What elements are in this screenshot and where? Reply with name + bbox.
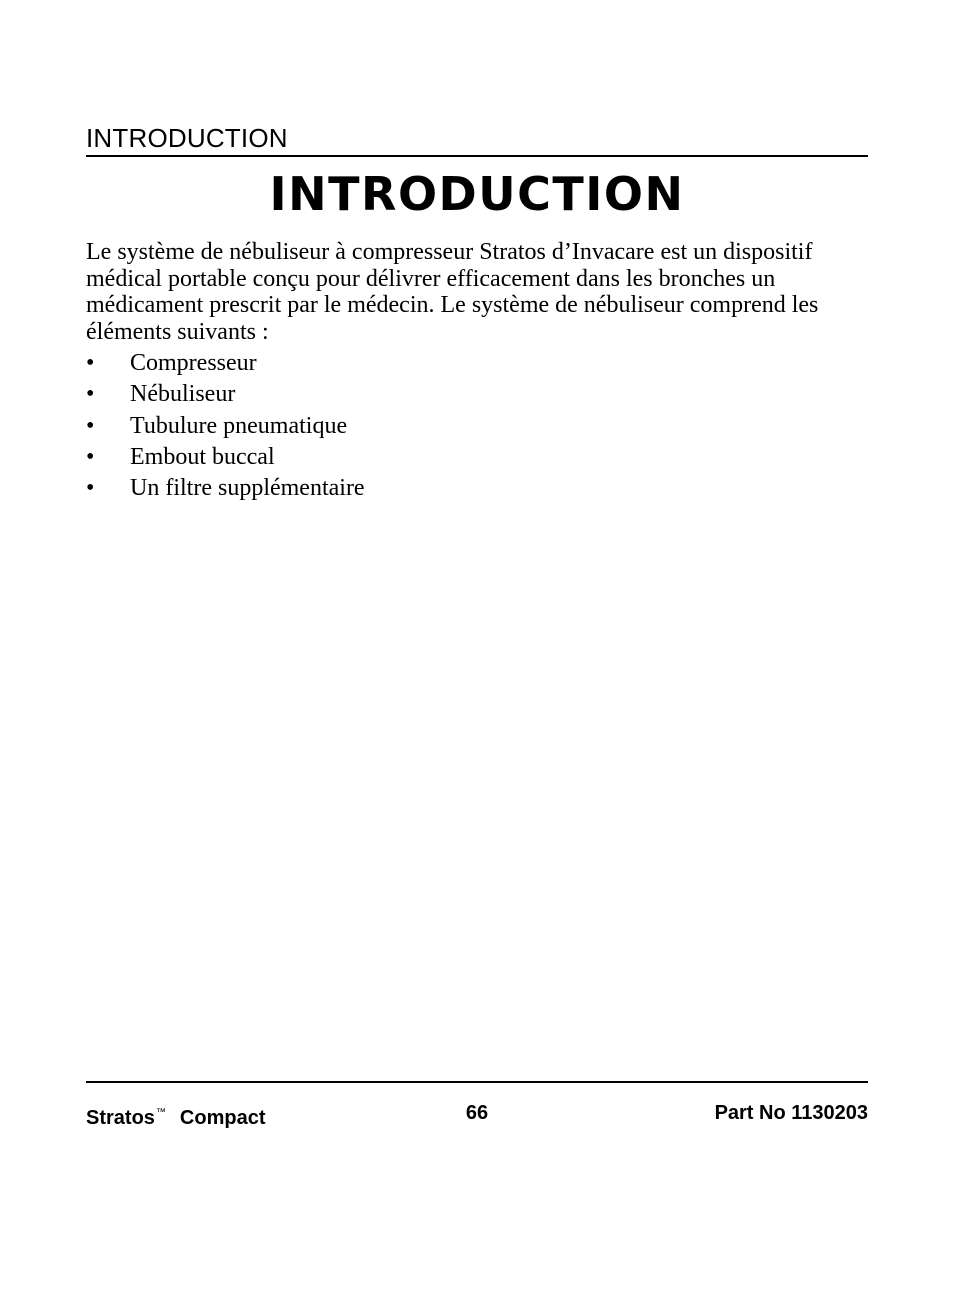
list-item-text: Compresseur <box>130 350 257 376</box>
trademark-symbol: ™ <box>155 1107 166 1118</box>
footer-product <box>86 1099 265 1132</box>
list-item-text: Tubulure pneumatique <box>130 412 348 439</box>
list-item-text: Embout buccal <box>130 443 275 470</box>
footer-page-number: 66 <box>465 1102 489 1124</box>
footer-product-name: Stratos <box>86 1107 155 1129</box>
component-list <box>86 348 846 504</box>
list-item <box>86 348 846 379</box>
bullet: • <box>86 381 95 408</box>
header-rule <box>86 155 868 157</box>
list-item-text: Nébuliseur <box>130 381 236 408</box>
bullet: • <box>86 443 95 470</box>
list-item <box>86 411 846 442</box>
running-header: INTRODUCTION <box>86 123 288 153</box>
bullet: • <box>86 412 95 439</box>
bullet: • <box>86 350 95 376</box>
footer-part-number: Part No 1130203 <box>714 1102 868 1124</box>
footer-product-variant: Compact <box>179 1107 266 1129</box>
list-item <box>86 442 846 473</box>
bullet: • <box>86 475 95 502</box>
page-title: INTRODUCTION <box>269 167 685 221</box>
footer-rule <box>86 1081 868 1083</box>
list-item-text: Un filtre supplémentaire <box>130 475 365 502</box>
page-footer <box>86 1099 868 1127</box>
intro-paragraph: Le système de nébuliseur à compresseur Stratos d’Invacare est un dispositif médical portable conçu pour délivrer efficacement dans les bronches un médicament prescrit par le médecin. Le système de nébuliseur comprend les éléments suivants : <box>86 239 819 345</box>
list-item <box>86 473 846 504</box>
list-item <box>86 379 846 410</box>
